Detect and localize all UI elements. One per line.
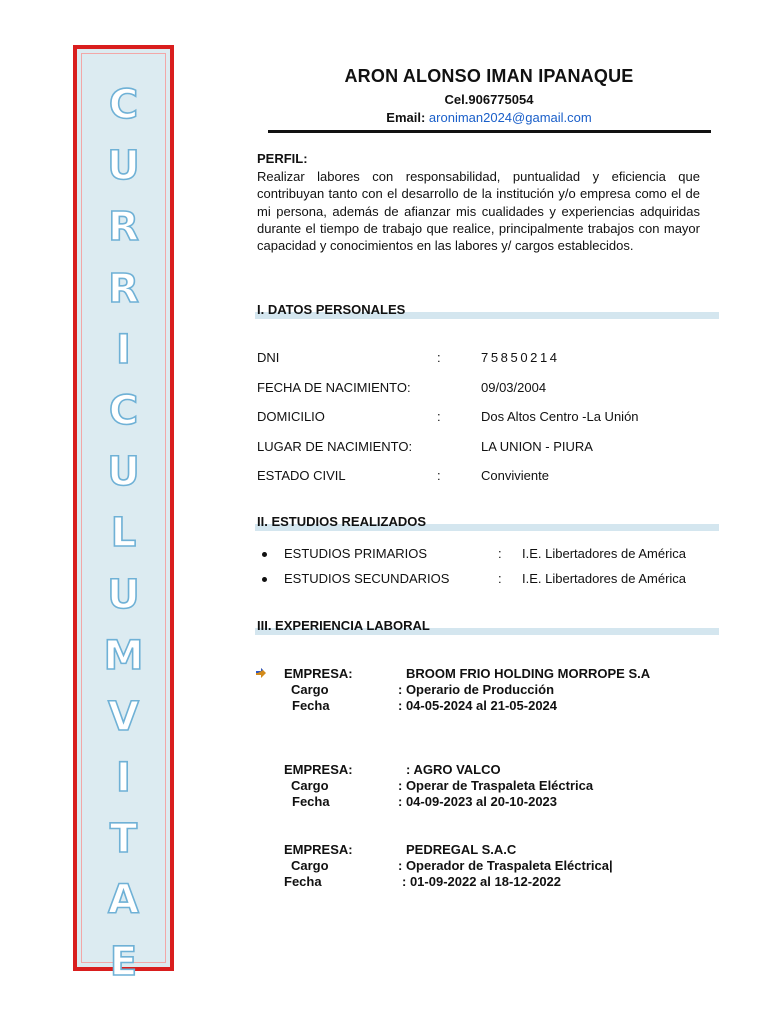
sidebar-letter: T (109, 816, 138, 863)
personal-label-dni: DNI (257, 350, 280, 365)
exp-empresa-value: BROOM FRIO HOLDING MORROPE S.A (406, 666, 651, 681)
personal-value-civil-status: Conviviente (481, 468, 549, 483)
study-colon: : (498, 571, 502, 586)
exp-cargo-label: Cargo (291, 858, 329, 873)
exp-fecha-value: : 04-05-2024 al 21-05-2024 (398, 698, 558, 713)
exp-cargo-value: : Operar de Traspaleta Eléctrica (398, 778, 594, 793)
candidate-name: ARON ALONSO IMAN IPANAQUE (344, 66, 634, 86)
sidebar-letter: V (108, 693, 139, 740)
sidebar-letter: R (108, 204, 139, 251)
study-colon: : (498, 546, 502, 561)
sidebar-letters (77, 75, 170, 993)
section-datos-personales (255, 303, 719, 319)
personal-value-dni: 75850214 (481, 350, 560, 365)
personal-colon: : (437, 468, 441, 483)
email-link[interactable]: aroniman2024@gamail.com (428, 110, 592, 125)
sidebar-letter: M (103, 632, 144, 679)
exp-cargo-label: Cargo (291, 682, 329, 697)
email-label: Email: (386, 110, 426, 125)
study-value-primary: I.E. Libertadores de América (522, 546, 687, 561)
sidebar-letter: U (107, 449, 140, 496)
exp-empresa-value: PEDREGAL S.A.C (406, 842, 517, 857)
study-label-secondary: ESTUDIOS SECUNDARIOS (284, 571, 450, 586)
curriculum-vitae-sidebar (73, 45, 174, 985)
personal-value-birthdate: 09/03/2004 (481, 380, 547, 395)
exp-fecha-label: Fecha (292, 794, 330, 809)
sidebar-letter: I (116, 326, 131, 373)
perfil-heading: PERFIL: (257, 151, 308, 166)
section-title: I. DATOS PERSONALES (257, 302, 406, 317)
sidebar-letter: R (108, 265, 139, 312)
personal-label-birthdate: FECHA DE NACIMIENTO: (257, 380, 411, 395)
bullet-icon (262, 552, 267, 557)
study-label-primary: ESTUDIOS PRIMARIOS (284, 546, 428, 561)
personal-value-address: Dos Altos Centro -La Unión (481, 409, 639, 424)
exp-cargo-value: : Operario de Producción (398, 682, 555, 697)
exp-empresa-label: EMPRESA: (284, 842, 353, 857)
sidebar-letter: U (107, 143, 140, 190)
exp-empresa-label: EMPRESA: (284, 762, 353, 777)
personal-value-birthplace: LA UNION - PIURA (481, 439, 593, 454)
phone-number: Cel.906775054 (444, 92, 534, 107)
exp-empresa-label: EMPRESA: (284, 666, 353, 681)
arrow-bullet-icon (256, 668, 266, 678)
sidebar-letter: A (108, 877, 139, 924)
section-title: III. EXPERIENCIA LABORAL (257, 618, 430, 633)
sidebar-letter: E (109, 938, 138, 985)
sidebar-letter: C (108, 82, 139, 128)
exp-fecha-label: Fecha (284, 874, 322, 889)
sidebar-letter: L (110, 510, 137, 557)
exp-fecha-value: : 01-09-2022 al 18-12-2022 (402, 874, 562, 889)
email-line (268, 110, 710, 125)
personal-label-birthplace: LUGAR DE NACIMIENTO: (257, 439, 413, 454)
exp-empresa-value: : AGRO VALCO (406, 762, 501, 777)
section-experiencia (255, 619, 719, 635)
exp-fecha-label: Fecha (292, 698, 330, 713)
personal-label-civil-status: ESTADO CIVIL (257, 468, 346, 483)
section-estudios (255, 515, 719, 531)
sidebar-letter: I (116, 755, 131, 802)
header-divider (268, 130, 711, 133)
exp-cargo-value: : Operador de Traspaleta Eléctrica| (398, 858, 613, 873)
personal-colon: : (437, 409, 441, 424)
perfil-text: Realizar labores con responsabilidad, puntualidad y eficiencia que contribuyan tanto con el desarrollo de la institución y/o empresa como el de mi persona, además de afianzar mis cualidades y experiencias adquiridas durante el tiempo de trabajo que realice, principalmente trabajos con mayor capacidad y conocimientos en las labores y/ cargos establecidos. (257, 169, 700, 254)
exp-cargo-label: Cargo (291, 778, 329, 793)
study-value-secondary: I.E. Libertadores de América (522, 571, 687, 586)
sidebar-letter: U (107, 571, 140, 618)
bullet-icon (262, 577, 267, 582)
section-title: II. ESTUDIOS REALIZADOS (257, 514, 427, 529)
personal-colon: : (437, 350, 441, 365)
personal-label-address: DOMICILIO (257, 409, 325, 424)
exp-fecha-value: : 04-09-2023 al 20-10-2023 (398, 794, 558, 809)
sidebar-letter: C (108, 387, 139, 434)
